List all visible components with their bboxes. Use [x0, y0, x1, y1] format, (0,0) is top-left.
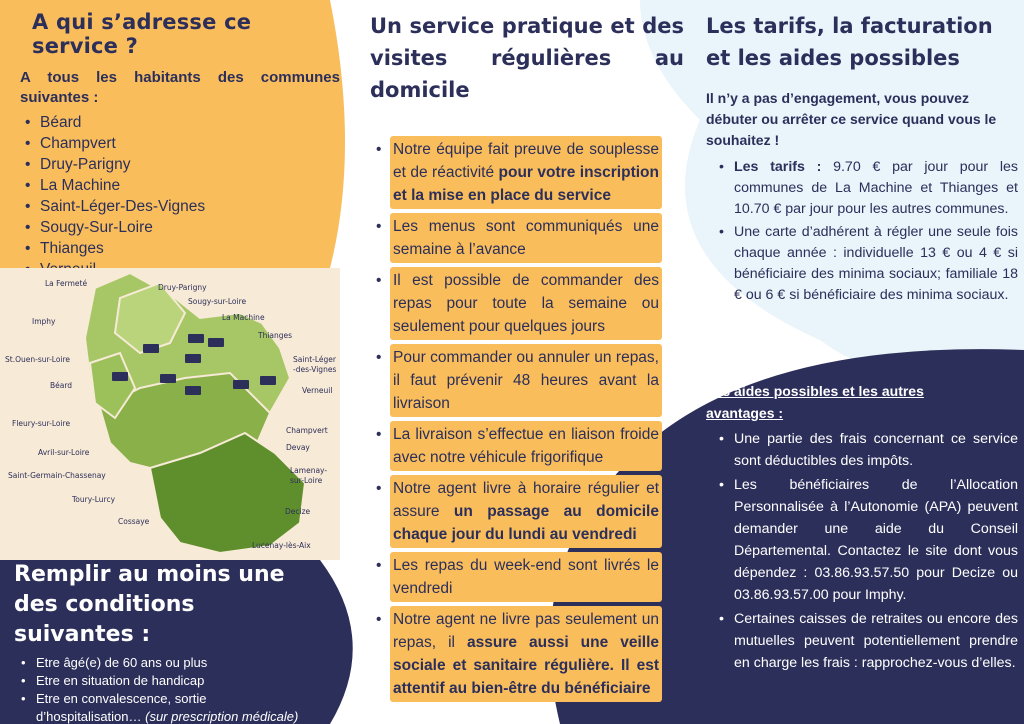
list-item: • Notre équipe fait preuve de souplesse et de réactivité pour votre inscription et la mise en place du service: [390, 136, 662, 209]
list-item: • Notre agent ne livre pas seulement un repas, il assure aussi une veille sociale et sanitaire régulière. Il est attentif au bien-être du bénéficiaire: [390, 606, 662, 702]
conditions-title: Remplir au moins une des conditions suivantes :: [14, 562, 285, 647]
list-item: • Les repas du week-end sont livrés le vendredi: [390, 552, 662, 602]
list-item: • Etre âgé(e) de 60 ans ou plus: [36, 654, 314, 672]
pricing-intro: Il n’y a pas d’engagement, vous pouvez débuter ou arrêter ce service quand vous le souhaitez !: [706, 90, 997, 148]
target-intro: A tous les habitants des communes suivantes :: [20, 69, 340, 106]
aids-list: [734, 428, 1018, 674]
map-label: Lucenay-lès-Aix: [252, 541, 311, 550]
map-label: Thianges: [258, 331, 293, 340]
target-section: [20, 10, 340, 280]
list-item: • Saint-Léger-Des-Vignes: [40, 196, 340, 217]
map-label: Imphy: [32, 317, 56, 326]
list-item: • Thianges: [40, 238, 340, 259]
pricing-title: Les tarifs, la facturation et les aides possibles: [706, 14, 993, 70]
list-item: • Etre en situation de handicap: [36, 672, 314, 690]
list-item: • Une carte d’adhérent à régler une seule fois chaque année : individuelle 13 € ou 4 € si bénéficiaire des minima sociaux; familiale 18 € ou 6 € si bénéficiaire des minima sociaux.: [734, 222, 1018, 306]
list-item: • Champvert: [40, 133, 340, 154]
list-item: • La livraison s’effectue en liaison froide avec notre véhicule frigorifique: [390, 421, 662, 471]
truck-icon: [143, 344, 159, 353]
condition-text: Etre en convalescence, sortie d’hospitalisation…: [36, 691, 207, 724]
service-section: [370, 10, 684, 702]
map-label: Verneuil: [302, 386, 333, 395]
truck-icon: [260, 376, 276, 385]
map-label: La Fermeté: [45, 279, 88, 288]
list-item: • La Machine: [40, 175, 340, 196]
map-label: Sougy-sur-Loire: [188, 297, 247, 306]
communes-list: [40, 112, 340, 280]
pricing-list: [734, 157, 1018, 306]
communes-map: [0, 268, 340, 560]
map-label: Druy-Parigny: [158, 283, 207, 292]
list-item: • Pour commander ou annuler un repas, il faut prévenir 48 heures avant la livraison: [390, 344, 662, 417]
map-label: Toury-Lurcy: [72, 495, 116, 504]
service-title: Un service pratique et des visites régulières au domicile: [370, 14, 684, 102]
map-label: Saint-Germain-Chassenay: [8, 471, 106, 480]
truck-icon: [185, 386, 201, 395]
truck-icon: [188, 334, 204, 343]
list-item: • Druy-Parigny: [40, 154, 340, 175]
list-item: • Les bénéficiaires de l’Allocation Personnalisée à l’Autonomie (APA) peuvent demander une aide du Conseil Départemental. Contactez le site dont vous dépendez : 03.86.93.57.50 pour Decize ou 03.86.93.57.00 pour Imphy.: [734, 474, 1018, 606]
list-item: • Il est possible de commander des repas pour toute la semaine ou seulement pour quelques jours: [390, 267, 662, 340]
pricing-section: [706, 10, 1018, 308]
list-item: • Les tarifs : 9.70 € par jour pour les communes de La Machine et Thianges et 10.70 € par jour pour les autres communes.: [734, 157, 1018, 220]
map-label: Saint-Léger: [293, 355, 336, 364]
condition-note: (sur prescription médicale): [145, 709, 299, 724]
map-label: Devay: [286, 443, 310, 452]
map-label: La Machine: [222, 313, 265, 322]
target-title: A qui s’adresse ce service ?: [32, 10, 252, 58]
list-item: • Les menus sont communiqués une semaine à l’avance: [390, 213, 662, 263]
truck-icon: [185, 354, 201, 363]
aids-title: Les aides possibles et les autres avantages :: [706, 383, 924, 421]
list-item: • Béard: [40, 112, 340, 133]
map-label: Béard: [50, 381, 73, 390]
truck-icon: [233, 380, 249, 389]
map-label: sur-Loire: [290, 476, 323, 485]
truck-icon: [112, 372, 128, 381]
map-label: Champvert: [286, 426, 328, 435]
map-label: Fleury-sur-Loire: [12, 419, 71, 428]
map-label: St.Ouen-sur-Loire: [5, 355, 71, 364]
list-item: • Notre agent livre à horaire régulier et assure un passage au domicile chaque jour du lundi au vendredi: [390, 475, 662, 548]
map-label: Avril-sur-Loire: [38, 448, 90, 457]
map-label: Decize: [285, 507, 311, 516]
list-item: • Une partie des frais concernant ce service sont déductibles des impôts.: [734, 428, 1018, 472]
conditions-list: [36, 654, 314, 724]
truck-icon: [160, 374, 176, 383]
map-label: Lamenay-: [290, 466, 328, 475]
conditions-section: [14, 560, 314, 724]
aids-section: [706, 380, 1018, 676]
map-drawing: [0, 268, 340, 560]
list-item: • Sougy-Sur-Loire: [40, 217, 340, 238]
service-list: [390, 136, 662, 702]
list-item: • Certaines caisses de retraites ou encore des mutuelles peuvent potentiellement prendre en charge les frais : rapprochez-vous d’elles.: [734, 608, 1018, 674]
list-item: [36, 690, 314, 724]
map-label: -des-Vignes: [293, 365, 337, 374]
map-label: Cossaye: [118, 517, 150, 526]
truck-icon: [208, 338, 224, 347]
